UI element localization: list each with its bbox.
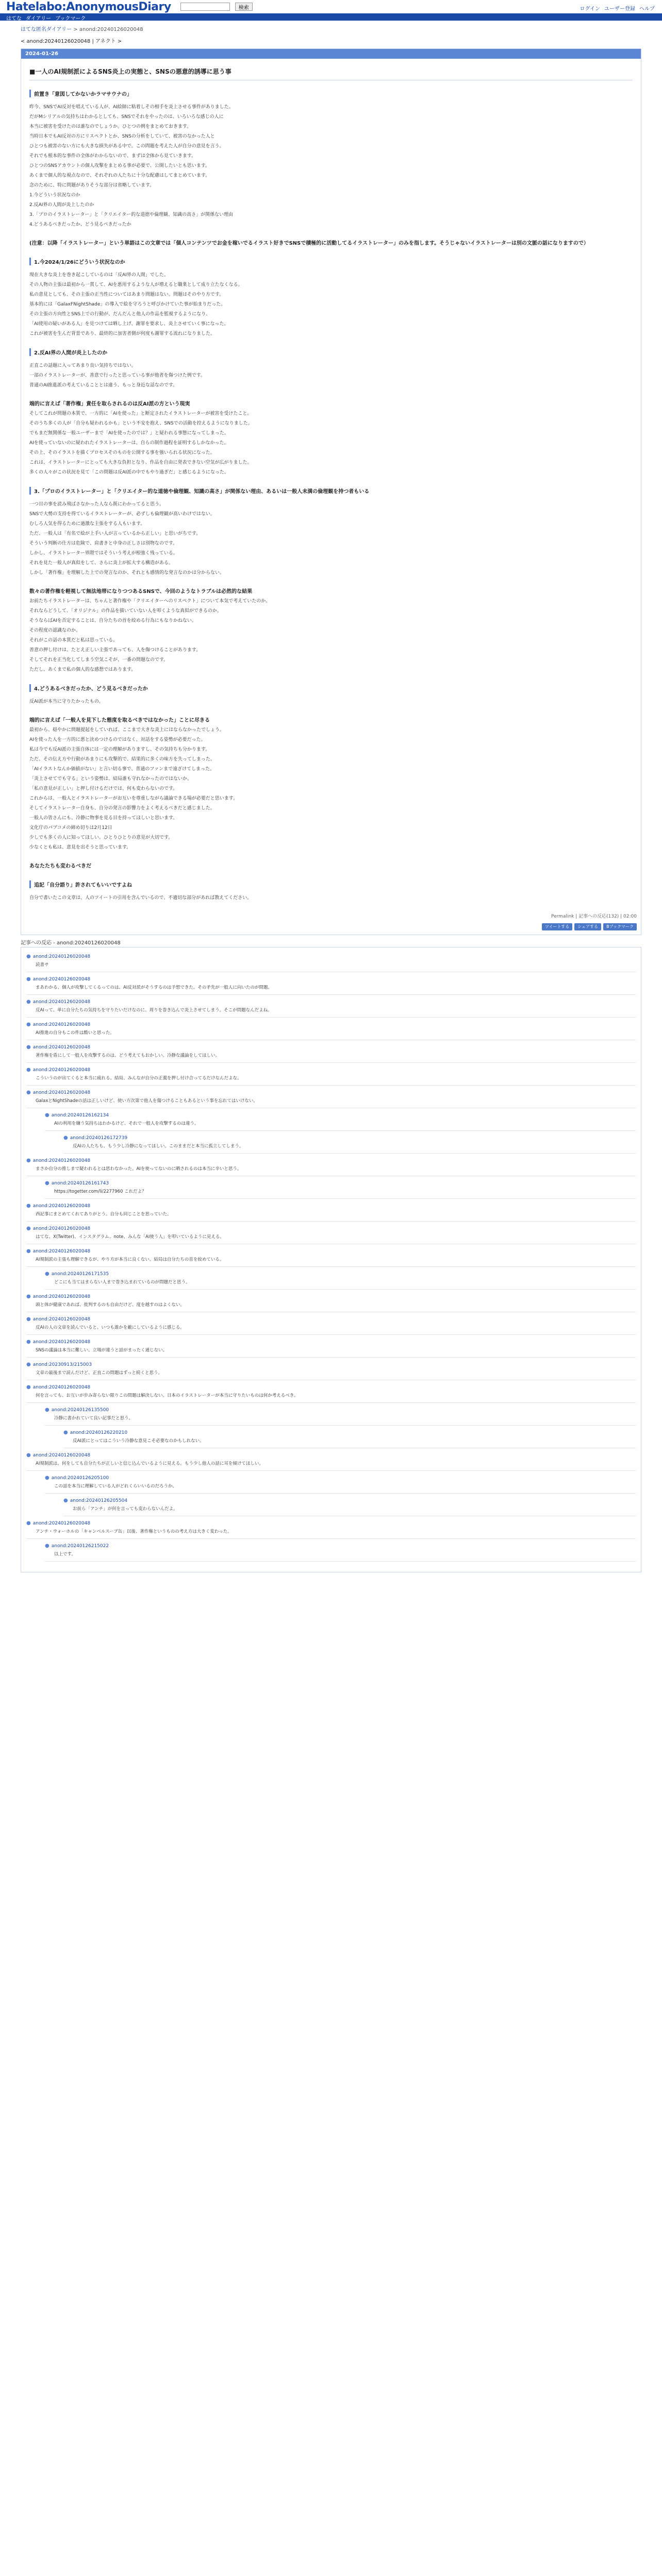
paragraph: SNSで大勢の支持を得ているイラストレーターが、必ずしも倫理観が高いわけではない。 [29,512,215,517]
comment-link[interactable]: anond:20240126020048 [32,1339,91,1345]
comment-text: 著作権を盾にして一般人を攻撃するのは、どう考えてもおかしい。冷静な議論をしてほしい。 [36,1053,220,1058]
entry-footer[interactable]: Permalink | 記事への反応(132) | 02:00 [551,914,637,919]
entry-nav[interactable]: < anond:20240126020048 | アネクト > [21,39,122,44]
comment-text: どこにも当てはまらない人まで巻き込まれているのが問題だと思う。 [54,1280,190,1285]
logo-hatelabo: Hatelabo [6,0,62,13]
search-button[interactable]: 検索 [235,3,253,11]
comment-link[interactable]: anond:20240126020048 [32,1248,91,1254]
comment-text: 冷静に書かれていて良い記事だと思う。 [54,1416,134,1421]
entry-section [29,684,633,871]
paragraph: そういう判断の仕方は危険で、肩書きと中身の正しさは別物なのです。 [29,541,178,546]
bullet-icon: ● [26,1384,31,1390]
comment-link[interactable]: anond:20240126205100 [51,1475,109,1481]
spacer [29,707,633,716]
paragraph: 本当に被害を受けたのは誰なのでしょうか。ひとつの例をまとめておきます。 [29,124,192,129]
comment-divider [26,1062,636,1063]
comment-text: はてな、X(Twitter)、インスタグラム、note、みんな「AI使う人」を叩いているように見える。 [36,1234,224,1240]
comment-link[interactable]: anond:20240126172739 [70,1135,128,1141]
comment-link[interactable]: anond:20240126171535 [51,1271,109,1277]
comment [26,976,636,995]
section-heading: 4.どうあるべきだったか、どう見るべきだったか [29,684,633,692]
comment-text: 何を言っても、お互いが歩み寄らない限りこの問題は解決しない。日本のイラストレーターが本当に守りたいものは何か考えるべき。 [36,1393,299,1398]
comment [26,1362,636,1380]
paragraph: 昨今、SNSでAI反対を唱えている人が、AI絵師に粘着しその相手を炎上させる事件がありました。 [29,105,234,110]
paragraph: 3.「プロのイラストレーター」と「クリエイター的な道徳や倫理観、知識の高さ」が関係ない理由 [29,212,234,217]
comment [45,1112,636,1131]
bullet-icon: ● [45,1112,49,1118]
paragraph: 「私の意見が正しい」と押し付けるだけでは、何も変わらないのです。 [29,786,178,791]
section-heading: 1.今2024/1/26にどういう状況なのか [29,258,633,265]
comment [26,954,636,972]
comment-link[interactable]: anond:20240126020048 [32,1520,91,1526]
help-link[interactable]: ヘルプ [639,6,655,12]
comment-header [26,1316,636,1322]
bullet-icon: ● [26,1362,31,1367]
paragraph: 普通のAI推進派の考えていることとは違う、もっと身近な話なのです。 [29,383,178,388]
entry-section [29,348,633,478]
comment-text: まさか自分の推しまで疑われるとは思わなかった。AIを使ってないのに晒されるのは本当に辛いと思う。 [36,1166,242,1172]
top-links [580,4,655,12]
paragraph: 現在大きな炎上を巻き起こしているのは「反AI界の人間」でした。 [29,273,169,278]
comment-link[interactable]: anond:20230913/215003 [32,1362,92,1367]
comment-text: AI推進の自分もこの件は酷いと思った。 [36,1030,114,1036]
spacer [29,391,633,400]
logo-site-name: :AnonymousDiary [61,0,171,13]
paragraph: ただ、その伝え方や行動があまりにも攻撃的で、結果的に多くの味方を失ってしまった。 [29,757,215,762]
comment-link[interactable]: anond:20240126020048 [32,1316,91,1322]
comment-link[interactable]: anond:20240126020048 [32,1067,91,1073]
comment [26,1158,636,1176]
paragraph: ただし、あくまで私の個人的な感想ではあります。 [29,667,136,672]
comment-divider [45,1130,636,1131]
comment-link[interactable]: anond:20240126020048 [32,1158,91,1163]
paragraph: その主張の方向性とSNS上での行動が、だんだんと他人の作品を監視するようになり、 [29,312,211,317]
comment-divider [63,1153,636,1154]
comment-header [26,1022,636,1027]
paragraph: しかし「著作権」を理解した上での発言なのか、それとも感情的な発言なのかは分からない。 [29,570,225,575]
comment [26,1384,636,1403]
comment-link[interactable]: anond:20240126020048 [32,1203,91,1209]
comment [45,1543,636,1562]
comment-header [45,1180,636,1186]
comment-header [45,1407,636,1413]
hatena-bar-item-diary[interactable]: ダイアリー [26,16,52,22]
paragraph: しかし、イラストレーター界隈ではそういう考えが根強く残っている。 [29,551,178,556]
comment [26,1044,636,1063]
entry-section [29,880,633,903]
comment-text: SNSの議論は本当に難しい。立場が違うと話がまったく通じない。 [36,1348,168,1353]
bold-note: (注意：以降「イラストレーター」という単語はこの文章では「個人コンテンツでお金を稼いでるイラスト好きでSNSで積極的に活動してるイラストレーター」のみを指します。そうじゃないイラストレーターは別の文脈の話になりますので） [29,241,589,246]
paragraph: 一部のイラストレーターが、善意で行ったと思っている事が他者を傷つけた例です。 [29,373,206,378]
breadcrumb-sep: > [72,27,79,32]
bullet-icon: ● [26,1452,31,1458]
comment [26,1316,636,1335]
paragraph: 少しでも多くの人に知ってほしい。ひとりひとりの意見が大切です。 [29,835,173,840]
bullet-icon: ● [26,976,31,982]
bullet-icon: ● [63,1430,68,1435]
tweet-button[interactable]: ツイートする [542,923,572,930]
comment [26,1520,636,1539]
comment-header [26,1452,636,1458]
comment-divider [26,1266,636,1267]
comment-link[interactable]: anond:20240126220210 [70,1430,128,1435]
logo-site-name-text: AnonymousDiary [66,0,171,13]
paragraph: むしろ人気を得るために過激な主張をする人もいます。 [29,521,145,527]
bullet-icon: ● [45,1475,49,1481]
paragraph: お前たちイラストレーターは、ちゃんと著作権や「クリエイターへのリスペクト」について本気で考えていたのか。 [29,599,271,604]
bullet-icon: ● [26,1044,31,1050]
comment [26,1203,636,1222]
login-link[interactable]: ログイン [580,6,600,12]
comment [45,1407,636,1426]
bullet-icon: ● [26,999,31,1005]
comment-divider [26,1221,636,1222]
bullet-icon: ● [26,1226,31,1231]
comment-header [26,954,636,959]
paragraph: そうならばAIを否定することは、自分たちの首を絞める行為にもなりかねない。 [29,618,196,623]
comment-link[interactable]: anond:20240126161743 [51,1180,109,1186]
register-link[interactable]: ユーザー登録 [604,6,635,12]
hatena-bar [0,13,662,21]
comment-text: https://togetter.com/li/2277960 これだよ？ [54,1189,146,1194]
bold-statement: 端的に言えば「著作権」責任を取らされるのは反AI派の方という現実 [29,401,190,407]
comment-text: この話を本当に理解している人がどれくらいいるのだろうか。 [54,1484,177,1489]
paragraph: それがこの話の本質だと私は思っている。 [29,638,118,643]
comment-text: 反AIって、単に自分たちの気持ちを守りたいだけなのに、周りを巻き込んで炎上させてしまう。そこが問題なんだよね。 [36,1008,272,1013]
comment-link[interactable]: anond:20240126020048 [32,1452,91,1458]
section-heading: 前置き「意図してかないかラマサウナの」 [29,90,633,97]
comment-divider [26,1470,636,1471]
comment-divider [26,1402,636,1403]
comment-text: 頭と体が健康であれば、批判するのも自由だけど、度を越すのはよくない。 [36,1302,185,1308]
paragraph: 1.今どういう状況なのか [29,193,80,198]
comment-link[interactable]: anond:20240126162134 [51,1112,109,1118]
bullet-icon: ● [45,1543,49,1549]
paragraph: でもまだ無関係な一般ユーザーまで「AIを使ったのでは？」と疑われる事態になってしまった。 [29,431,229,436]
bullet-icon: ● [26,1248,31,1254]
paragraph: 反AI派が本当に守りたかったもの。 [29,699,104,704]
entry-section [29,258,633,339]
comment-divider [26,1334,636,1335]
comment-text: AIの利用を嫌う気持ちはわかるけど、それで一般人を攻撃するのは違う。 [54,1121,199,1126]
comment-text: お前ら「アンチ」が何を言っても変わらないんだよ。 [73,1506,178,1512]
comment [26,1090,636,1108]
comment-text: AI規制派の主張も理解できるが、やり方が本当に良くない。結局は自分たちの首を絞めている。 [36,1257,224,1262]
comment-header [26,1203,636,1209]
breadcrumb-home[interactable]: はてな匿名ダイアリー [21,27,72,32]
comment-link[interactable]: anond:20240126020048 [32,1384,91,1390]
bullet-icon: ● [26,1022,31,1027]
comment-divider [45,1198,636,1199]
comment-text: 読書サ [36,962,49,968]
bookmark-button[interactable]: Bブックマーク [603,923,637,930]
comment-text: まあわかる、個人が攻撃してくるってのは、AI反対派がそうするのは予想できた。その矛先が一般人に向いたのが問題。 [36,985,272,990]
entry-sections [29,90,633,903]
comment [26,999,636,1018]
comment-link[interactable]: anond:20240126020048 [32,1022,91,1027]
comment-header [45,1112,636,1118]
comment-header [26,1226,636,1231]
comment-text: 西記事にまとめてくれてありがとう。自分も同じことを思っていた。 [36,1212,172,1217]
bullet-icon: ● [26,1316,31,1322]
comment-header [26,999,636,1005]
bullet-icon: ● [26,1203,31,1209]
comment-link[interactable]: anond:20240126020048 [32,1294,91,1299]
comment-text: こういうのが出てくると本当に疲れる。結局、みんなが自分の正義を押し付け合ってるだけなんだよな。 [36,1076,242,1081]
paragraph: その上、そのイラストを描くプロセスそのものを公開する事を強いられる状況になった。 [29,450,215,455]
paragraph: 「炎上させてでも守る」という姿勢は、結局誰も守れなかったのではないか。 [29,776,192,782]
comment-text: 反AIの人たちも、もう少し冷静になってほしい。このままだと本当に孤立してしまう。 [73,1144,244,1149]
comment-header [26,1090,636,1095]
bullet-icon: ● [63,1498,68,1503]
comment-text: 以上です。 [54,1552,76,1557]
paragraph: 正直この話題に入ってあまり良い気持ちではない。 [29,363,136,368]
site-logo[interactable] [6,1,171,13]
paragraph: 「AI使用の疑いがある人」を見つけては晒し上げ、謝罪を要求し、炎上させていく事になった。 [29,321,229,327]
bullet-icon: ● [26,1294,31,1299]
comment [26,1294,636,1312]
closing-statement: あなたたちも変わるべきだ [29,863,91,869]
comment-divider [45,1561,636,1562]
comment [63,1135,636,1154]
paragraph: ひとつのSNSアカウントの個人攻撃をまとめる事が必要で、公開したいとも思います。 [29,163,210,168]
paragraph: その人物の主張は最初から一貫して、AIを悪用するような人が増えると職業として成り立たなくなる。 [29,282,243,287]
breadcrumb [0,21,662,35]
comment-header [63,1135,636,1141]
bullet-icon: ● [26,1067,31,1073]
comment-link[interactable]: anond:20240126135500 [51,1407,109,1413]
paragraph: その程度の認識なのか。 [29,628,81,633]
entry-body [21,59,641,909]
bullet-icon: ● [26,1339,31,1345]
comment-text: GalaxとNightShadeの話は正しいけど、使い方次第で他人を傷つけることもあるという事を忘れてはいけない。 [36,1098,258,1104]
comment-header [63,1430,636,1435]
comment-text: アンチ・ウォーホルの「キャンベルスープ缶」以後、著作権というものの考え方は大きく変わった。 [36,1529,232,1534]
paragraph: ひとつも被害のない方にも大きな損失がある中で。この問題を考えた人が自分の意見を言う。 [29,144,224,149]
paragraph: 念のために、特に問題がありそうな部分は省略しています。 [29,183,155,188]
comment [45,1271,636,1290]
paragraph: そしてこれが問題の本質で、一方的に「AIを使った」と断定されたイラストレーターが被害を受けたこと。 [29,411,252,416]
comment [63,1498,636,1516]
bullet-icon: ● [45,1407,49,1413]
paragraph: 私の意見としても、その主張の正当性についてはあまり問題はない。問題はそのやり方です。 [29,292,224,297]
paragraph: だがMシリアルの気持ちはわかるとしても、SNSでそれをやったのは、いろいろな感じの人に [29,114,224,120]
comment-header [63,1498,636,1503]
breadcrumb-current: anond:20240126020048 [79,27,143,32]
paragraph: これは、イラストレーターにとっても大きな負担となり、作品を自由に発表できない空気が広がりました。 [29,460,252,465]
top-bar [0,0,662,13]
comments-list [21,947,641,1572]
paragraph: そのうち多くの人が「自分も疑われるかも」という不安を抱え、SNSでの活動を控えるようになりました。 [29,421,253,426]
paragraph: 私は今でも反AI派の主張自体には一定の理解がありますし、その気持ちも分かります。 [29,747,210,752]
comment [26,1339,636,1358]
comments-title: 記事への反応 - anond:20240126020048 [21,940,121,946]
comment-link[interactable]: anond:20240126020048 [32,1090,91,1095]
paragraph: 少なくとも私は、意見を出そうと思っています。 [29,845,131,850]
comment-header [26,976,636,982]
paragraph: 善意の押し付けは、たとえ正しい主張であっても、人を傷つけることがあります。 [29,648,201,653]
entry-title[interactable]: ■一人のAI規制派によるSNS炎上の実態と、SNSの悪意的誘導に思う事 [29,65,633,80]
paragraph: AIを使った人を一方的に悪と決めつけるのではなく、対話をする姿勢が必要だった。 [29,737,206,742]
paragraph: AIを使っていないのに疑われたイラストレーターは、自らの制作過程を証明するしかなかった。 [29,440,229,446]
comment-text: 反AI派にとってはこういう冷静な意見こそ必要なのかもしれない。 [73,1438,204,1444]
comment-link[interactable]: anond:20240126020048 [32,976,91,982]
paragraph: 当時日本でもAI反対の方にリスペクトとか、SNSの分析をしていて、被害のなかった人と [29,134,215,139]
paragraph: 自分で書いたこの文章は、人のツイートの引用を含んでいるので、不適切な部分があれば教えてください。 [29,895,252,901]
comment [26,1067,636,1086]
hatena-bar-item-bookmark[interactable]: ブックマーク [55,16,86,22]
comment-header [26,1339,636,1345]
spacer [29,230,633,239]
paragraph: 文化庁のパブコメの締め切りは2月12日 [29,825,112,831]
comment-text: 反AIの人の文章を読んでいると、いつも誰かを敵にしているように感じる。 [36,1325,185,1330]
comment-link[interactable]: anond:20240126020048 [32,1044,91,1050]
comment [45,1180,636,1199]
comment [63,1430,636,1448]
comment-divider [26,1538,636,1539]
paragraph: ただ、一般人は「有名で絵が上手い人が言っているから正しい」と思いがちです。 [29,531,201,536]
section-heading: 2.反AI界の人間が炎上したのか [29,348,633,356]
day-block [21,48,641,935]
paragraph: これからは、一般人とイラストレーターがお互いを尊重しながら議論できる場が必要だと思います。 [29,796,238,801]
bullet-icon: ● [45,1180,49,1186]
comment-header [45,1475,636,1481]
section-heading: 追記「自分語り」許されてもいいですよね [29,880,633,888]
spacer [29,578,633,587]
paragraph: あくまで個人的な視点なので、それぞれの人たちに十分な配慮はしてまとめています。 [29,173,210,178]
comment-header [26,1044,636,1050]
comment [26,1248,636,1267]
comment [45,1475,636,1494]
comment-header [45,1271,636,1277]
section-heading: 3.「プロのイラストレーター」と「クリエイター的な道徳や倫理観、知識の高さ」が関係ない理由、あるいは一般人未満の倫理観を持つ者もいる [29,487,633,495]
comment [26,1022,636,1040]
comment-link[interactable]: anond:20240126020048 [32,1226,91,1231]
hatena-bar-item-hatena[interactable]: はてな [6,16,22,22]
paragraph: 一般人の皆さんにも、冷静に物事を見る目を持ってほしいと思います。 [29,816,178,821]
comment-text: 文章の最後まで読んだけど、正直この問題はずっと続くと思う。 [36,1370,162,1376]
paragraph: 一つ目の事を読み飛ばさなかった人なら既にわかってると思う。 [29,502,164,507]
comment-header [26,1362,636,1367]
comment-header [26,1294,636,1299]
bullet-icon: ● [45,1271,49,1277]
comment-text: AI規制派は、何をしても自分たちが正しいと信じ込んでいるように見える。もう少し他人の話に耳を傾けてほしい。 [36,1461,263,1466]
comment-link[interactable]: anond:20240126205504 [70,1498,128,1503]
paragraph: それならどうして、「オリジナル」の作品を描いていない人を叩くような真似ができるのか。 [29,608,222,614]
comment-header [26,1384,636,1390]
comment-header [26,1067,636,1073]
paragraph: それでも根本的な事件の全体がわからないので、まずは全体から見ていきます。 [29,154,196,159]
paragraph: 2.反AI界の人間が炎上したのか [29,202,94,208]
comment-header [45,1543,636,1549]
comment-divider [45,1289,636,1290]
comment [26,1226,636,1244]
bullet-icon: ● [26,1520,31,1526]
bullet-icon: ● [63,1135,68,1141]
comment-link[interactable]: anond:20240126020048 [32,999,91,1005]
paragraph: 最初から、穏やかに問題提起をしていれば、ここまで大きな炎上にはならなかったでしょう。 [29,727,225,733]
paragraph: これが被害を生んだ背景であり、最終的に加害者側が何度も謝罪する流れになりました。 [29,331,216,336]
comment-divider [45,1425,636,1426]
paragraph: それを見た一般人が真似をして、さらに炎上が拡大する構造がある。 [29,561,173,566]
paragraph: そしてイラストレーター自身も、自分の発言の影響力をよく考えるべきだと感じました。 [29,806,215,811]
comment-divider [26,1017,636,1018]
bullet-icon: ● [26,954,31,959]
comment-link[interactable]: anond:20240126020048 [32,954,91,959]
comment-divider [26,994,636,995]
paragraph: 「AIイラストなんか価値がない」と言い切る事で、普通のファンまで遠ざけてしまった。 [29,767,215,772]
share-button[interactable]: シェアする [574,923,601,930]
entry-section [29,487,633,675]
paragraph: 多くの人々がこの状況を見て「この問題は反AI派の中でもやり過ぎだ」と感じるようになった。 [29,470,229,475]
paragraph: そしてそれを正当化してしまう空気こそが、一番の問題なのです。 [29,657,169,663]
bold-statement: 数々の著作権を軽視して無法地帯になりつつあるSNSで、今回のようなトラブルは必然的な結果 [29,589,253,595]
bullet-icon: ● [26,1090,31,1095]
bullet-icon: ● [26,1158,31,1163]
paragraph: 4.どうあるべきだったか、どう見るべきだったか [29,222,131,227]
comment [26,1452,636,1471]
comment-divider [26,1085,636,1086]
paragraph: 基本的には「GalaxFNightShade」の導入で絵を守ろうと呼びかけていた事が始まりだった。 [29,302,226,307]
spacer [29,853,633,862]
comment-header [26,1520,636,1526]
comment-header [26,1158,636,1163]
comment-link[interactable]: anond:20240126215022 [51,1543,109,1549]
date-header: 2024-01-26 [21,49,641,59]
search-input[interactable] [180,3,230,11]
comment-divider [26,1357,636,1358]
comment-header [26,1248,636,1254]
share-row [21,922,641,935]
entry-section [29,90,633,248]
comment-divider [45,1493,636,1494]
bold-statement: 端的に言えば「一般人を見下した態度を取るべきではなかった」ことに尽きる [29,718,210,723]
